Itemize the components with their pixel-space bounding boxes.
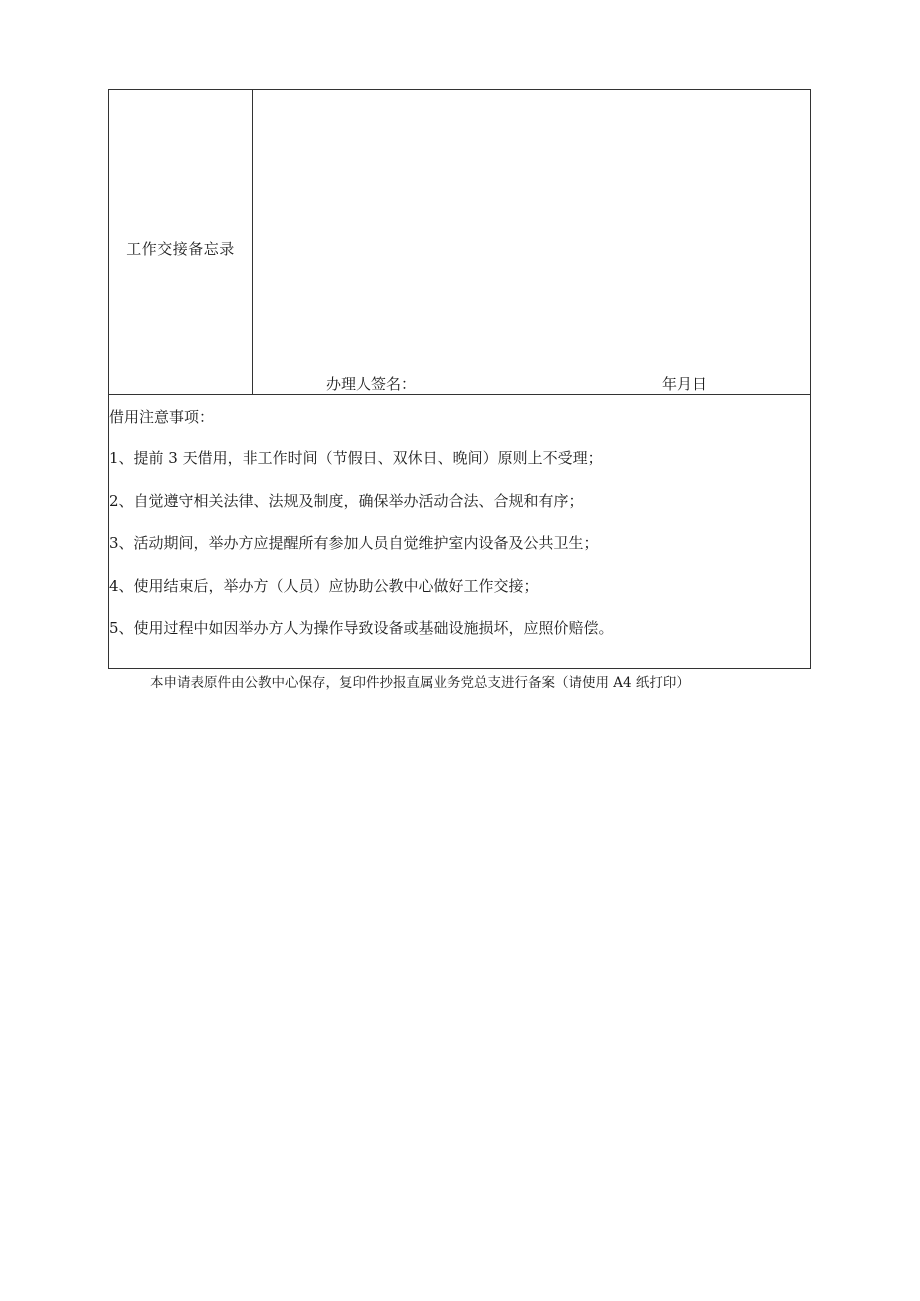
note-item: 4、使用结束后，举办方（人员）应协助公教中心做好工作交接； <box>109 576 539 595</box>
notes-row <box>109 395 811 669</box>
handover-label-cell <box>109 90 253 395</box>
handover-row <box>109 90 811 395</box>
note-item: 3、活动期间，举办方应提醒所有参加人员自觉维护室内设备及公共卫生； <box>109 534 599 552</box>
signature-label: 办理人签名： <box>326 375 417 393</box>
notes-list <box>109 447 614 660</box>
footer-note: 本申请表原件由公教中心保存，复印件抄报直属业务党总支进行备案（请使用 A4 纸打印） <box>150 675 690 691</box>
note-item: 1、提前 3 天借用，非工作时间（节假日、双休日、晚间）原则上不受理； <box>109 449 603 467</box>
note-item: 5、使用过程中如因举办方人为操作导致设备或基础设施损坏，应照价赔偿。 <box>109 619 614 637</box>
note-item: 2、自觉遵守相关法律、法规及制度，确保举办活动合法、合规和有序； <box>109 491 584 510</box>
handover-label: 工作交接备忘录 <box>126 240 235 258</box>
notes-title: 借用注意事项： <box>109 408 215 426</box>
date-label: 年月日 <box>662 375 708 393</box>
notes-cell <box>109 395 811 669</box>
handover-memo-cell <box>253 90 811 395</box>
application-form-table <box>108 89 811 669</box>
